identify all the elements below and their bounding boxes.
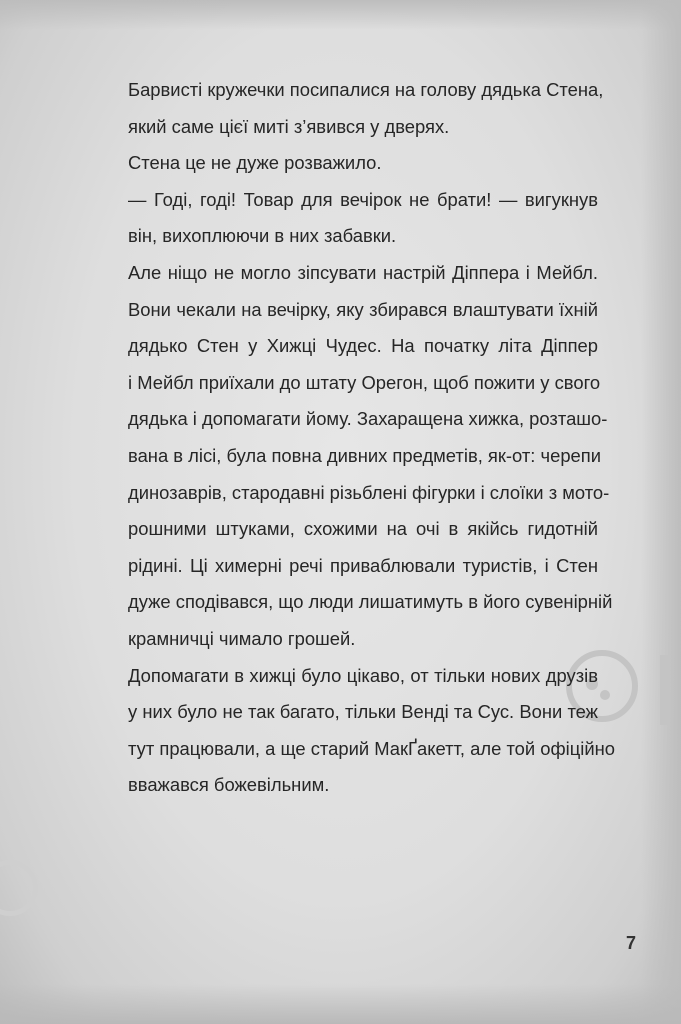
- text-line: Допомагати в хижці було цікаво, от тільки нових друзів: [128, 664, 598, 686]
- text-line: і Мейбл приїхали до штату Орегон, щоб пожити у свого: [128, 371, 601, 393]
- text-line: тут працювали, а ще старий МакҐакетт, але той офіційно: [128, 737, 615, 759]
- text-line: у них було не так багато, тільки Венді та Сус. Вони теж: [128, 701, 598, 723]
- paragraph: [128, 255, 613, 658]
- text-line: рошними штуками, схожими на очі в якійсь гидотній: [128, 518, 598, 540]
- text-line: Вони чекали на вечірку, яку збирався влаштувати їхній: [128, 298, 598, 320]
- text-line: він, вихоплюючи в них забавки.: [128, 225, 397, 247]
- page-shadow-top: [0, 0, 681, 30]
- paragraph: [128, 182, 598, 255]
- text-line: Але ніщо не могло зіпсувати настрій Діппера і Мейбл.: [128, 261, 598, 283]
- page-number: 7: [626, 933, 637, 953]
- faded-stamp-left: [0, 860, 38, 916]
- stamp-dot: [600, 690, 610, 700]
- faded-stamp-top: [428, 0, 568, 30]
- text-line: Барвисті кружечки посипалися на голову дядька Стена,: [128, 79, 604, 100]
- text-line: який саме цієї миті з’явився у дверях.: [128, 115, 450, 137]
- text-line: дядько Стен у Хижці Чудес. На початку літа Діппер: [128, 335, 598, 357]
- paragraph: [128, 72, 604, 145]
- text-line: вана в лісі, була повна дивних предметів, як-от: черепи: [128, 444, 602, 466]
- text-line: крамничці чимало грошей.: [128, 627, 356, 649]
- page-shadow-bottom: [0, 984, 681, 1024]
- text-line: дуже сподівався, що люди лишатимуть в його сувенірній: [128, 591, 613, 613]
- text-line: динозаврів, стародавні різьблені фігурки і слоїки з мото-: [128, 481, 610, 503]
- text-line: Стена це не дуже розважило.: [128, 152, 382, 174]
- paragraph: [128, 658, 615, 804]
- text-line: — Годі, годі! Товар для вечірок не брати! — вигукнув: [128, 188, 598, 210]
- body-text: [128, 72, 615, 804]
- text-line: вважався божевільним.: [128, 774, 330, 796]
- page-shadow-right: [641, 0, 681, 1024]
- text-line: рідині. Ці химерні речі приваблювали туристів, і Стен: [128, 554, 598, 576]
- text-line: дядька і допомагати йому. Захаращена хижка, розташо-: [128, 408, 608, 430]
- faded-stamp-bar: [660, 655, 668, 725]
- paragraph: [128, 145, 598, 182]
